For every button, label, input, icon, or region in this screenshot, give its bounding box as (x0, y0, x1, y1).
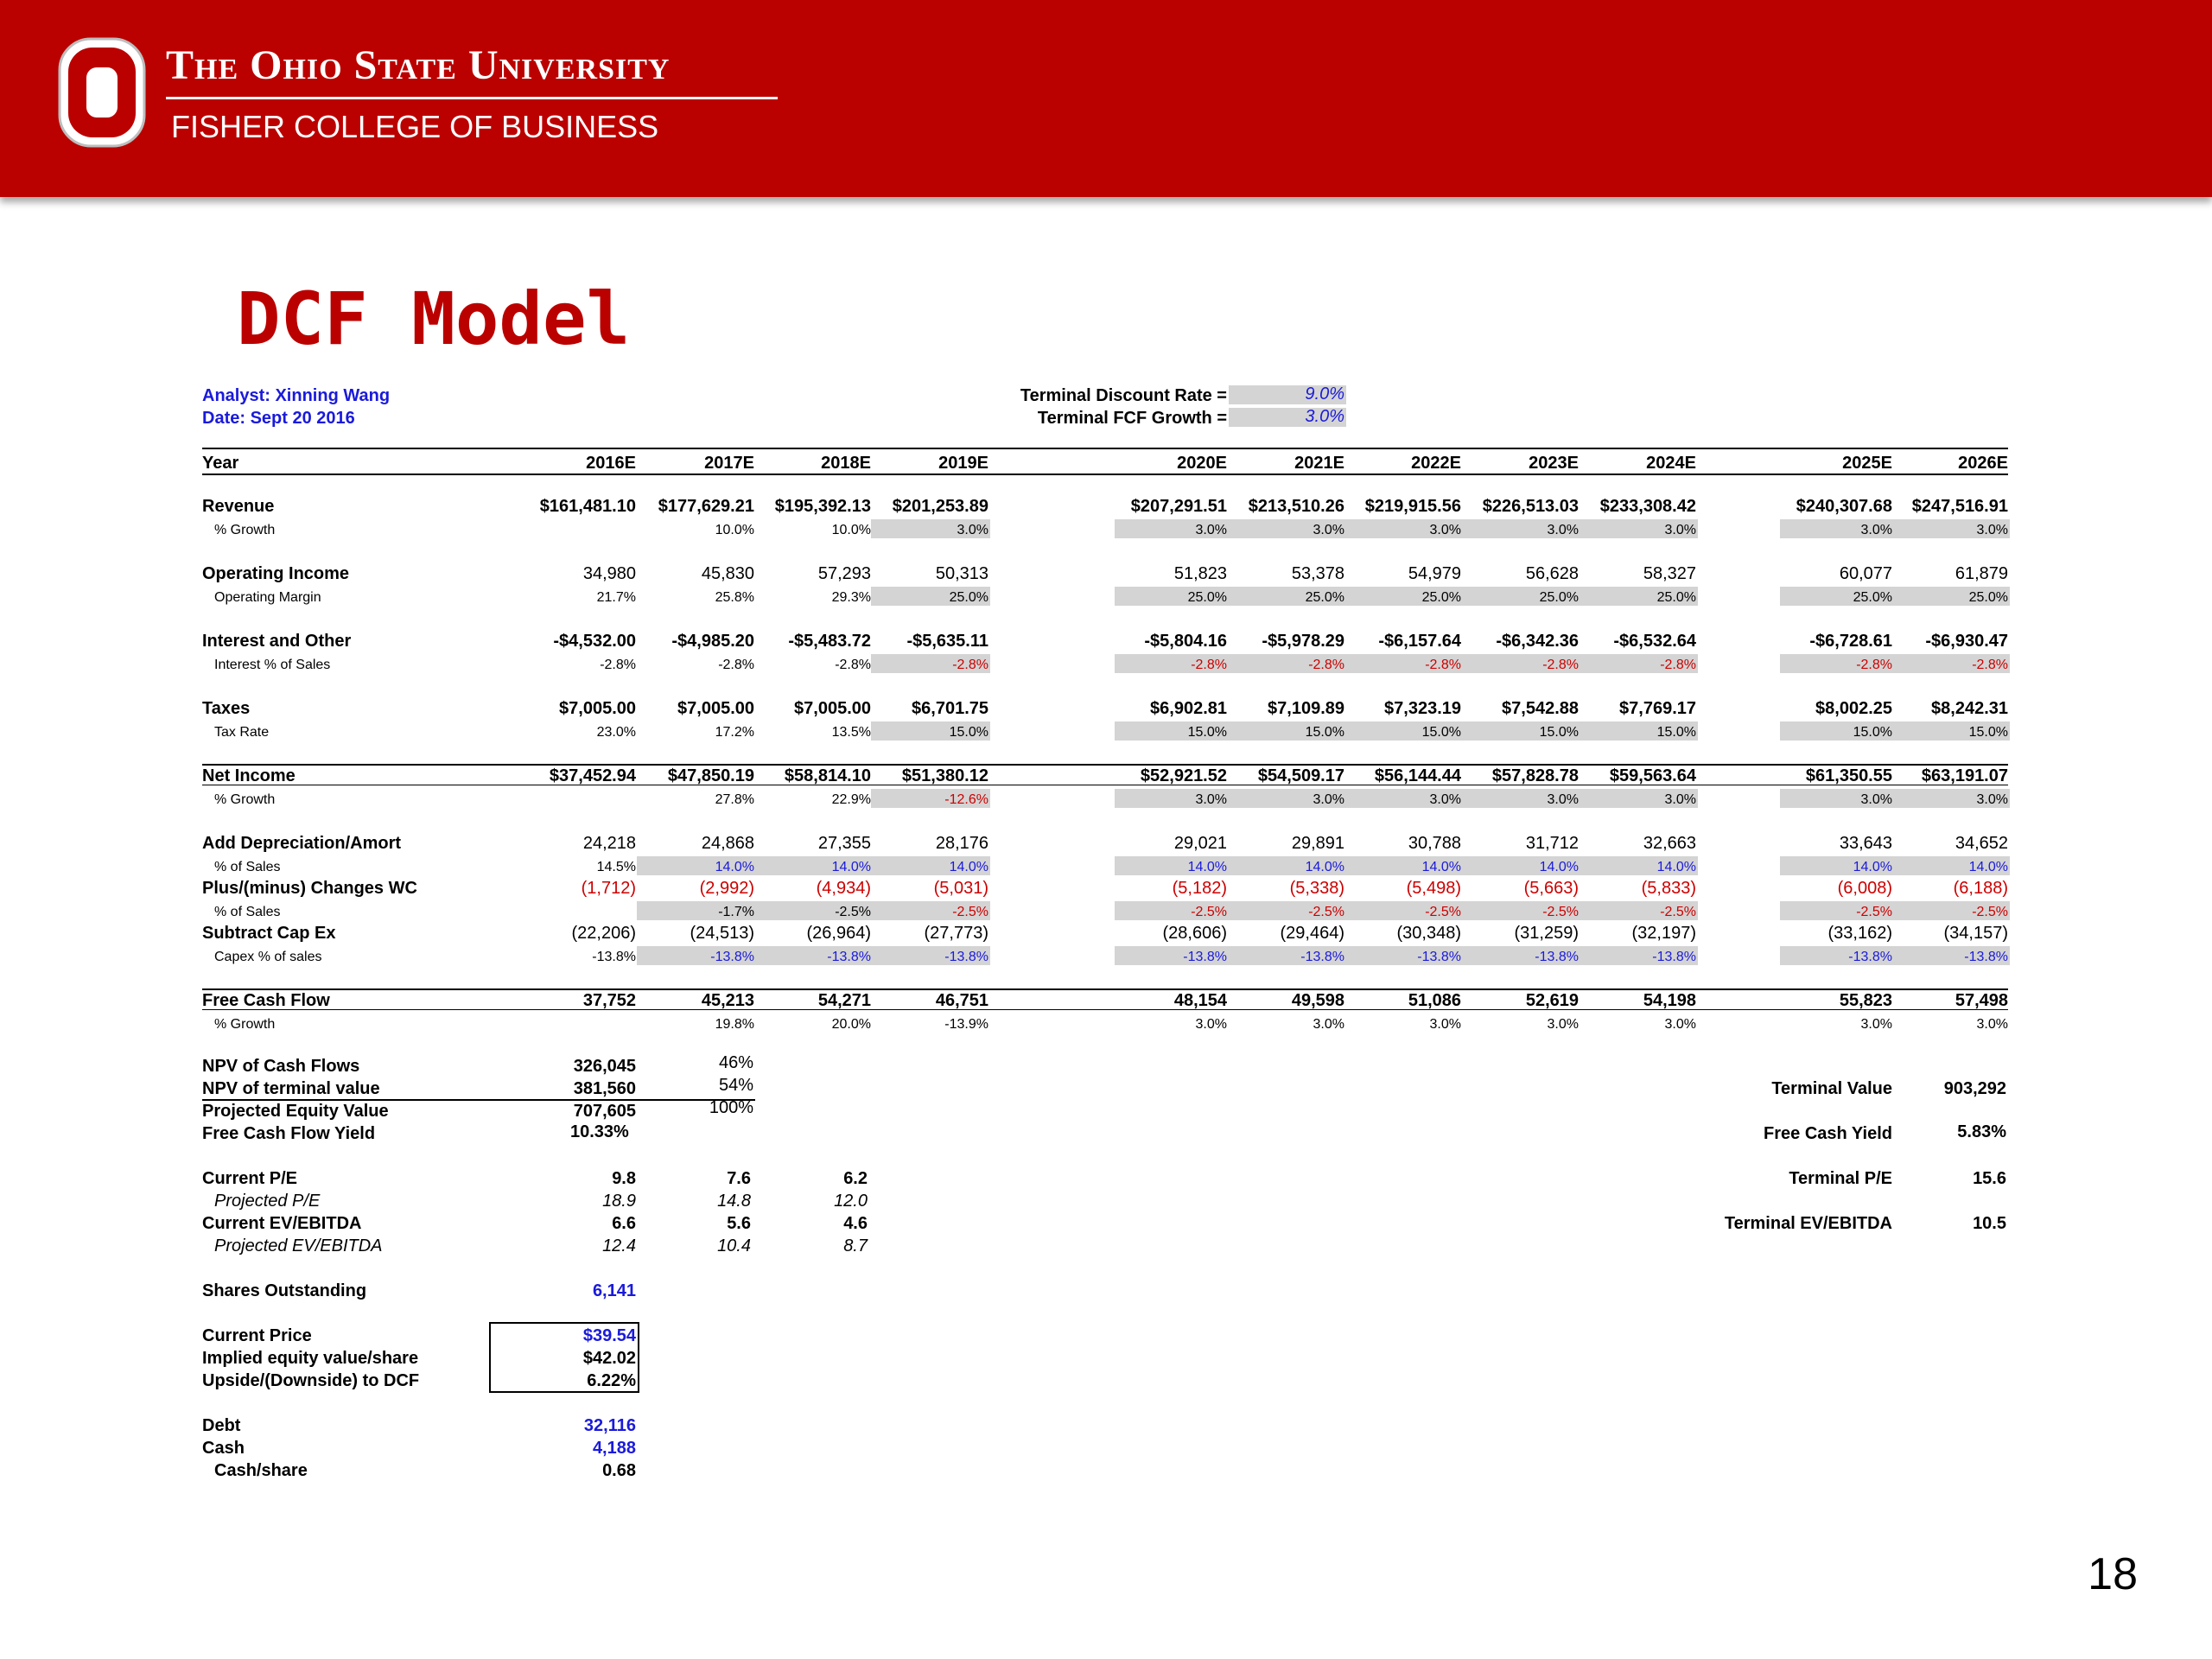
table-cell: 19.8% (715, 1017, 754, 1032)
table-cell: 14.0% (1305, 860, 1344, 874)
table-cell: -2.5% (1856, 905, 1892, 919)
table-cell: 45,830 (701, 564, 754, 583)
table-cell: 57,293 (817, 564, 871, 583)
row-label: Operating Income (202, 564, 350, 583)
row-label: Taxes (202, 699, 251, 718)
table-cell: 14.5% (596, 860, 636, 874)
table-cell: 22.9% (831, 792, 871, 807)
year-header-cell: 2026E (1958, 454, 2008, 473)
cash-label: Cash (202, 1439, 245, 1458)
table-cell: 3.0% (1313, 792, 1344, 807)
college-name: FISHER COLLEGE OF BUSINESS (171, 109, 659, 144)
table-cell: $61,350.55 (1805, 766, 1892, 785)
table-cell: 57,498 (1955, 991, 2008, 1010)
table-cell: $8,002.25 (1815, 699, 1892, 718)
year-header-cell: 2024E (1646, 454, 1696, 473)
table-cell: (29,464) (1280, 924, 1344, 943)
table-cell: (30,348) (1396, 924, 1461, 943)
table-cell: $195,392.13 (774, 497, 871, 516)
discount-rate-label: Terminal Discount Rate = (1020, 386, 1227, 405)
table-cell: (5,663) (1523, 879, 1579, 898)
row-label: % Growth (214, 792, 276, 807)
table-cell: (27,773) (924, 924, 988, 943)
table-cell: 58,327 (1643, 564, 1696, 583)
row-label: % of Sales (214, 860, 281, 874)
table-cell: -13.8% (827, 950, 871, 964)
table-cell: $56,144.44 (1374, 766, 1461, 785)
table-cell: 25.0% (1853, 590, 1892, 605)
table-cell: 3.0% (1313, 1017, 1344, 1032)
table-cell: (1,712) (581, 879, 636, 898)
current-pe-label: Current P/E (202, 1169, 298, 1188)
free-cash-yield-value: 5.83% (1957, 1122, 2006, 1141)
table-cell: 3.0% (1195, 792, 1227, 807)
price-label: Current Price (202, 1326, 312, 1345)
table-cell: 15.0% (1421, 725, 1461, 740)
row-label: Add Depreciation/Amort (202, 834, 402, 853)
cash-value: 4,188 (592, 1439, 636, 1458)
table-cell: $201,253.89 (892, 497, 988, 516)
multiple-cell: 6.2 (843, 1169, 868, 1188)
table-cell: (5,833) (1641, 879, 1696, 898)
terminal-value-label: Terminal Value (1771, 1079, 1892, 1098)
row-label: % Growth (214, 1017, 276, 1032)
table-cell: $7,005.00 (559, 699, 636, 718)
year-header-cell: 2022E (1411, 454, 1461, 473)
row-label: Subtract Cap Ex (202, 924, 336, 943)
table-cell: 56,628 (1525, 564, 1579, 583)
npv-cf-pct: 46% (718, 1053, 753, 1072)
table-cell: 52,619 (1525, 991, 1579, 1010)
equity-label: Projected Equity Value (202, 1102, 389, 1121)
table-cell: 15.0% (1656, 725, 1696, 740)
table-cell: -13.8% (1848, 950, 1892, 964)
table-cell: $47,850.19 (667, 766, 754, 785)
table-cell: $59,563.64 (1609, 766, 1696, 785)
table-cell: $219,915.56 (1364, 497, 1461, 516)
terminal-value: 903,292 (1943, 1079, 2006, 1098)
table-cell: 29,891 (1291, 834, 1344, 853)
year-header-cell: 2018E (821, 454, 871, 473)
table-cell: -1.7% (718, 905, 754, 919)
row-label: Net Income (202, 766, 296, 785)
table-cell: 54,271 (817, 991, 871, 1010)
year-header-cell: 2021E (1294, 454, 1344, 473)
table-cell: -13.8% (1535, 950, 1579, 964)
table-cell: 29.3% (831, 590, 871, 605)
table-cell: 45,213 (701, 991, 754, 1010)
table-cell: -2.5% (835, 905, 871, 919)
debt-value: 32,116 (583, 1416, 636, 1435)
table-cell: (24,513) (690, 924, 754, 943)
table-cell: -13.9% (944, 1017, 988, 1032)
npv-tv-label: NPV of terminal value (202, 1079, 380, 1098)
multiple-cell: 8.7 (843, 1236, 868, 1255)
table-cell: -2.5% (1425, 905, 1461, 919)
table-cell: 3.0% (1976, 1017, 2008, 1032)
table-cell: 14.0% (949, 860, 988, 874)
table-cell: -13.8% (1652, 950, 1696, 964)
table-cell: -2.8% (718, 658, 754, 672)
table-cell: $247,516.91 (1911, 497, 2008, 516)
table-cell: (4,934) (816, 879, 871, 898)
table-cell: 10.0% (715, 523, 754, 537)
table-cell: -13.8% (1300, 950, 1344, 964)
table-cell: -2.5% (1308, 905, 1344, 919)
table-cell: 50,313 (935, 564, 988, 583)
table-cell: -2.8% (1660, 658, 1696, 672)
table-cell: $7,109.89 (1268, 699, 1344, 718)
table-cell: -$6,342.36 (1496, 632, 1579, 651)
table-cell: $37,452.94 (549, 766, 636, 785)
equity-value: 707,605 (573, 1102, 636, 1121)
table-cell: 3.0% (1664, 523, 1696, 537)
table-cell: 3.0% (1860, 792, 1892, 807)
university-name: The Ohio State University (166, 42, 671, 88)
table-cell: 3.0% (1976, 523, 2008, 537)
table-cell: -$4,985.20 (671, 632, 754, 651)
table-cell: -2.5% (1660, 905, 1696, 919)
analysis-date: Date: Sept 20 2016 (202, 409, 355, 428)
table-cell: 25.0% (1539, 590, 1579, 605)
table-cell: 27,355 (817, 834, 871, 853)
table-cell: 3.0% (1313, 523, 1344, 537)
slide-title: DCF Model (237, 276, 631, 361)
table-cell: 17.2% (715, 725, 754, 740)
row-label: Tax Rate (214, 725, 270, 740)
table-cell: 14.0% (831, 860, 871, 874)
table-cell: -2.8% (952, 658, 988, 672)
table-cell: $8,242.31 (1931, 699, 2008, 718)
multiple-cell: 6.6 (612, 1214, 636, 1233)
table-cell: 3.0% (1429, 1017, 1461, 1032)
table-cell: $177,629.21 (658, 497, 754, 516)
fcf-yield-label: Free Cash Flow Yield (202, 1124, 376, 1143)
table-cell: 54,979 (1408, 564, 1461, 583)
upside-label: Upside/(Downside) to DCF (202, 1371, 420, 1390)
table-cell: (22,206) (571, 924, 636, 943)
table-cell: -$5,978.29 (1262, 632, 1344, 651)
table-cell: 34,980 (582, 564, 636, 583)
table-cell: 54,198 (1643, 991, 1696, 1010)
table-cell: 14.0% (1656, 860, 1696, 874)
table-cell: $6,701.75 (912, 699, 988, 718)
row-label: Operating Margin (214, 590, 321, 605)
table-cell: 10.0% (831, 523, 871, 537)
table-cell: 3.0% (1547, 792, 1579, 807)
table-cell: -13.8% (1183, 950, 1227, 964)
table-cell: 27.8% (715, 792, 754, 807)
table-cell: 34,652 (1955, 834, 2008, 853)
table-cell: 32,663 (1643, 834, 1696, 853)
table-cell: -$6,930.47 (1925, 632, 2008, 651)
fcf-yield-value: 10.33% (570, 1122, 629, 1141)
table-cell: 14.0% (715, 860, 754, 874)
fcf-growth-label: Terminal FCF Growth = (1037, 409, 1227, 428)
table-cell: 23.0% (596, 725, 636, 740)
table-cell: (31,259) (1514, 924, 1579, 943)
table-cell: (2,992) (699, 879, 754, 898)
table-cell: 25.0% (1656, 590, 1696, 605)
table-cell: -2.8% (1425, 658, 1461, 672)
table-cell: (6,188) (1953, 879, 2008, 898)
table-cell: 3.0% (1547, 523, 1579, 537)
year-header-cell: 2017E (704, 454, 754, 473)
table-cell: $207,291.51 (1130, 497, 1227, 516)
multiple-cell: 7.6 (727, 1169, 751, 1188)
table-cell: 53,378 (1291, 564, 1344, 583)
table-cell: 25.0% (1421, 590, 1461, 605)
table-cell: 3.0% (1860, 523, 1892, 537)
table-cell: (5,498) (1406, 879, 1461, 898)
table-cell: 25.0% (949, 590, 988, 605)
table-cell: $52,921.52 (1140, 766, 1227, 785)
table-cell: 24,218 (582, 834, 636, 853)
table-cell: -$5,804.16 (1144, 632, 1227, 651)
table-cell: 3.0% (1976, 792, 2008, 807)
table-cell: -12.6% (944, 792, 988, 807)
table-cell: (26,964) (806, 924, 871, 943)
table-cell: (5,031) (933, 879, 988, 898)
table-cell: 25.0% (1305, 590, 1344, 605)
table-cell: -2.8% (835, 658, 871, 672)
table-cell: 3.0% (1429, 523, 1461, 537)
multiple-cell: 12.4 (602, 1236, 636, 1255)
row-label: % of Sales (214, 905, 281, 919)
discount-rate-value: 9.0% (1305, 385, 1344, 404)
table-cell: 30,788 (1408, 834, 1461, 853)
table-cell: $7,769.17 (1619, 699, 1696, 718)
table-cell: -13.8% (1417, 950, 1461, 964)
table-cell: $240,307.68 (1796, 497, 1892, 516)
table-cell: $7,323.19 (1384, 699, 1461, 718)
table-cell: 25.8% (715, 590, 754, 605)
table-cell: 14.0% (1853, 860, 1892, 874)
table-cell: 46,751 (935, 991, 988, 1010)
table-cell: 3.0% (1664, 1017, 1696, 1032)
implied-value: $42.02 (582, 1349, 636, 1368)
table-cell: -$5,483.72 (788, 632, 871, 651)
multiple-cell: 12.0 (834, 1192, 868, 1211)
table-cell: 15.0% (1968, 725, 2008, 740)
shares-label: Shares Outstanding (202, 1281, 367, 1300)
terminal-ev-label: Terminal EV/EBITDA (1724, 1214, 1892, 1233)
projected-ev-label: Projected EV/EBITDA (214, 1236, 383, 1255)
table-cell: $7,542.88 (1502, 699, 1579, 718)
upside-value: 6.22% (587, 1371, 636, 1390)
table-cell: (5,182) (1172, 879, 1227, 898)
row-label: % Growth (214, 523, 276, 537)
table-cell: 24,868 (701, 834, 754, 853)
table-cell: -13.8% (1964, 950, 2008, 964)
table-cell: $58,814.10 (784, 766, 871, 785)
table-cell: -13.8% (592, 950, 636, 964)
table-cell: 14.0% (1968, 860, 2008, 874)
table-cell: 3.0% (1547, 1017, 1579, 1032)
table-cell: $63,191.07 (1921, 766, 2008, 785)
table-cell: 51,086 (1408, 991, 1461, 1010)
table-cell: -2.5% (1972, 905, 2008, 919)
table-cell: -2.8% (1542, 658, 1579, 672)
row-label: Capex % of sales (214, 950, 322, 964)
year-header-cell: 2020E (1177, 454, 1227, 473)
table-cell: 25.0% (1187, 590, 1227, 605)
row-label: Interest and Other (202, 632, 352, 651)
table-cell: 61,879 (1955, 564, 2008, 583)
multiple-cell: 10.4 (717, 1236, 751, 1255)
npv-cf-label: NPV of Cash Flows (202, 1057, 360, 1076)
year-header: Year (202, 454, 239, 473)
table-cell: -$5,635.11 (906, 632, 988, 651)
table-cell: $7,005.00 (794, 699, 871, 718)
free-cash-yield-label: Free Cash Yield (1764, 1124, 1892, 1143)
table-cell: (6,008) (1837, 879, 1892, 898)
table-cell: 15.0% (949, 725, 988, 740)
table-cell: -13.8% (944, 950, 988, 964)
multiple-cell: 5.6 (727, 1214, 751, 1233)
npv-cf-value: 326,045 (573, 1057, 636, 1076)
table-cell: $57,828.78 (1491, 766, 1579, 785)
table-cell: -2.8% (1191, 658, 1227, 672)
table-cell: 3.0% (1195, 1017, 1227, 1032)
table-cell: -2.8% (1308, 658, 1344, 672)
cash-share-label: Cash/share (214, 1461, 308, 1480)
equity-pct: 100% (709, 1098, 753, 1117)
table-cell: 21.7% (596, 590, 636, 605)
row-label: Plus/(minus) Changes WC (202, 879, 417, 898)
multiple-cell: 18.9 (602, 1192, 636, 1211)
table-cell: (34,157) (1943, 924, 2008, 943)
table-cell: 33,643 (1839, 834, 1892, 853)
table-cell: $6,902.81 (1150, 699, 1227, 718)
terminal-pe-label: Terminal P/E (1789, 1169, 1892, 1188)
table-cell: 3.0% (1664, 792, 1696, 807)
price-value: $39.54 (582, 1326, 636, 1345)
page-number: 18 (2088, 1549, 2138, 1599)
table-cell: $7,005.00 (677, 699, 754, 718)
year-header-cell: 2025E (1842, 454, 1892, 473)
table-cell: -2.5% (1191, 905, 1227, 919)
table-cell: 15.0% (1187, 725, 1227, 740)
multiple-cell: 14.8 (717, 1192, 751, 1211)
table-cell: $51,380.12 (901, 766, 988, 785)
table-cell: (32,197) (1631, 924, 1696, 943)
terminal-ev-value: 10.5 (1973, 1214, 2006, 1233)
table-cell: 49,598 (1291, 991, 1344, 1010)
fcf-growth-value: 3.0% (1305, 407, 1344, 426)
multiple-cell: 4.6 (843, 1214, 868, 1233)
table-cell: -$6,532.64 (1613, 632, 1696, 651)
table-cell: -2.8% (600, 658, 636, 672)
table-cell: -$4,532.00 (553, 632, 636, 651)
table-cell: $54,509.17 (1257, 766, 1344, 785)
table-cell: -2.5% (1542, 905, 1579, 919)
row-label: Interest % of Sales (214, 658, 331, 672)
header-divider (166, 97, 778, 99)
row-label: Revenue (202, 497, 275, 516)
table-cell: (5,338) (1289, 879, 1344, 898)
shares-value: 6,141 (592, 1281, 636, 1300)
table-cell: 25.0% (1968, 590, 2008, 605)
table-cell: $226,513.03 (1482, 497, 1579, 516)
table-cell: 31,712 (1525, 834, 1579, 853)
table-cell: -2.8% (1856, 658, 1892, 672)
table-cell: 3.0% (1429, 792, 1461, 807)
cash-share-value: 0.68 (602, 1461, 636, 1480)
debt-label: Debt (202, 1416, 241, 1435)
table-cell: -$6,157.64 (1378, 632, 1461, 651)
table-cell: -2.8% (1972, 658, 2008, 672)
table-cell: -$6,728.61 (1809, 632, 1892, 651)
terminal-pe-value: 15.6 (1973, 1169, 2006, 1188)
table-cell: 20.0% (831, 1017, 871, 1032)
table-cell: 37,752 (582, 991, 636, 1010)
table-cell: 13.5% (831, 725, 871, 740)
implied-label: Implied equity value/share (202, 1349, 419, 1368)
npv-tv-value: 381,560 (573, 1079, 636, 1098)
analyst-name: Analyst: Xinning Wang (202, 386, 391, 405)
npv-tv-pct: 54% (718, 1076, 753, 1095)
table-cell: 3.0% (957, 523, 988, 537)
multiple-cell: 9.8 (612, 1169, 636, 1188)
table-cell: 14.0% (1187, 860, 1227, 874)
table-cell: 60,077 (1839, 564, 1892, 583)
table-cell: 14.0% (1539, 860, 1579, 874)
header-banner (0, 0, 2212, 197)
table-cell: 51,823 (1173, 564, 1227, 583)
table-cell: (33,162) (1827, 924, 1892, 943)
table-cell: 29,021 (1173, 834, 1227, 853)
table-cell: 15.0% (1305, 725, 1344, 740)
table-cell: (28,606) (1162, 924, 1227, 943)
table-cell: 3.0% (1195, 523, 1227, 537)
ohio-state-block-o-logo-icon (57, 36, 147, 149)
table-cell: 15.0% (1853, 725, 1892, 740)
table-cell: $233,308.42 (1599, 497, 1696, 516)
table-cell: $161,481.10 (539, 497, 636, 516)
current-ev-label: Current EV/EBITDA (202, 1214, 362, 1233)
year-header-cell: 2016E (586, 454, 636, 473)
year-header-cell: 2019E (938, 454, 988, 473)
year-header-cell: 2023E (1529, 454, 1579, 473)
row-label: Free Cash Flow (202, 991, 330, 1010)
table-cell: 15.0% (1539, 725, 1579, 740)
table-cell: -13.8% (710, 950, 754, 964)
table-cell: 14.0% (1421, 860, 1461, 874)
table-cell: -2.5% (952, 905, 988, 919)
table-cell: 48,154 (1173, 991, 1227, 1010)
table-cell: 55,823 (1839, 991, 1892, 1010)
table-cell: 28,176 (935, 834, 988, 853)
table-cell: $213,510.26 (1248, 497, 1344, 516)
table-cell: 3.0% (1860, 1017, 1892, 1032)
projected-pe-label: Projected P/E (214, 1192, 321, 1211)
